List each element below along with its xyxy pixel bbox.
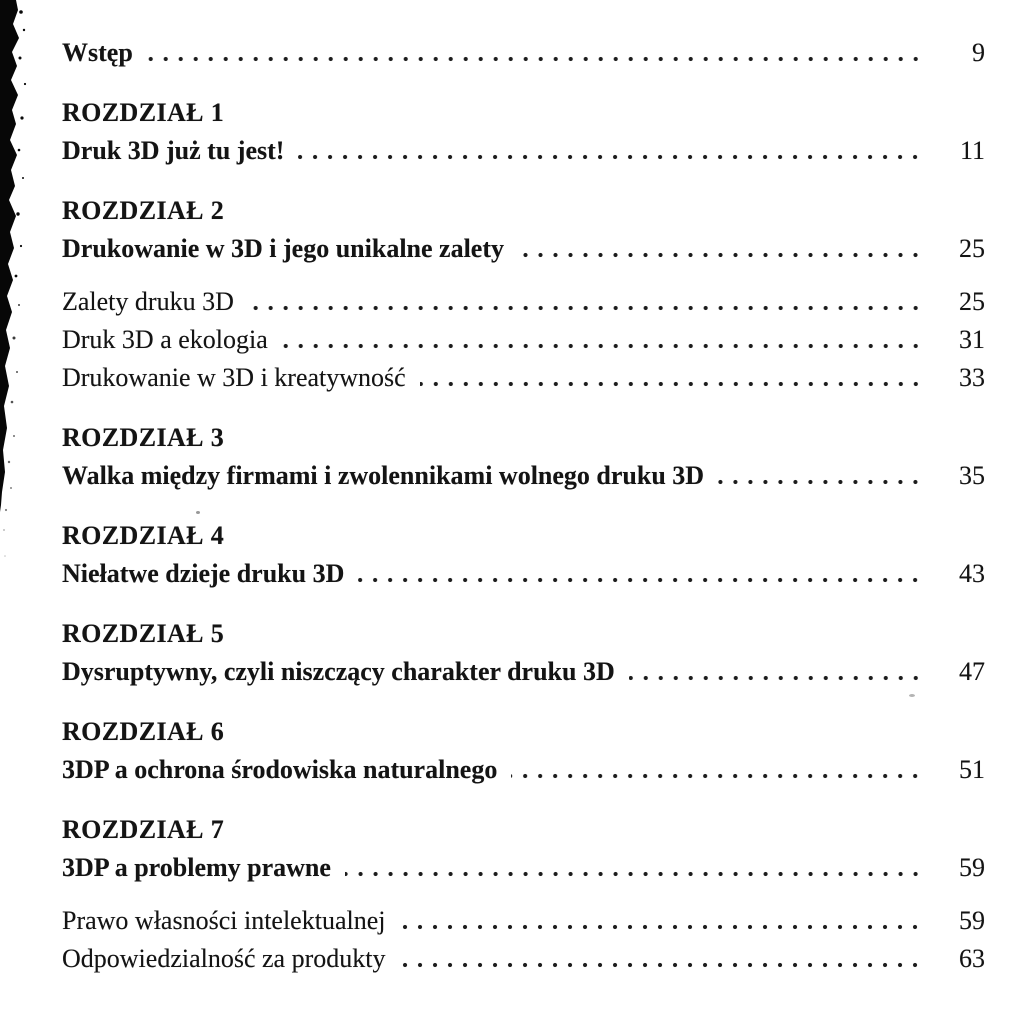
toc-row <box>62 457 985 495</box>
toc-entry <box>62 615 985 691</box>
dot-leader <box>420 380 923 388</box>
toc-entry <box>62 192 985 268</box>
toc-title: Prawo własności intelektualnej <box>62 906 386 935</box>
toc-title: 3DP a ochrona środowiska naturalnego <box>62 755 498 784</box>
dot-leader <box>399 961 923 969</box>
toc-row <box>62 34 985 72</box>
toc-entry <box>62 94 985 170</box>
dot-leader <box>718 478 923 486</box>
chapter-heading: ROZDZIAŁ 3 <box>62 423 225 452</box>
toc-title: Odpowiedzialność za produkty <box>62 944 386 973</box>
chapter-heading: ROZDZIAŁ 7 <box>62 815 225 844</box>
page-number: 11 <box>959 136 985 165</box>
page-number: 59 <box>959 906 985 935</box>
dot-leader <box>358 576 923 584</box>
toc-row <box>62 283 985 321</box>
scan-edge-artifact <box>0 0 36 1014</box>
dot-leader <box>147 55 923 63</box>
toc-title: Drukowanie w 3D i kreatywność <box>62 363 406 392</box>
dot-leader <box>399 923 923 931</box>
toc-title: Walka między firmami i zwolennikami wolnego druku 3D <box>62 461 705 490</box>
toc-row <box>62 849 985 887</box>
toc-entry <box>62 419 985 495</box>
chapter-heading: ROZDZIAŁ 1 <box>62 98 225 127</box>
page-number: 63 <box>959 944 985 973</box>
toc-entry <box>62 811 985 887</box>
toc-title: Druk 3D a ekologia <box>62 325 268 354</box>
toc-row <box>62 321 985 359</box>
page-number: 25 <box>959 234 985 263</box>
toc-title: 3DP a problemy prawne <box>62 853 331 882</box>
toc-entry <box>62 321 985 359</box>
toc-row <box>62 555 985 593</box>
chapter-heading: ROZDZIAŁ 5 <box>62 619 225 648</box>
toc-title: Druk 3D już tu jest! <box>62 136 285 165</box>
toc-entry <box>62 940 985 978</box>
toc-entry <box>62 359 985 397</box>
dot-leader <box>345 870 923 878</box>
page-number: 47 <box>959 657 985 686</box>
dot-leader <box>248 304 923 312</box>
chapter-heading: ROZDZIAŁ 2 <box>62 196 225 225</box>
page-number: 25 <box>959 287 985 316</box>
toc-row <box>62 902 985 940</box>
toc-title: Drukowanie w 3D i jego unikalne zalety <box>62 234 504 263</box>
dot-leader <box>282 342 923 350</box>
toc-entry <box>62 713 985 789</box>
toc-entry <box>62 34 985 72</box>
toc-row <box>62 940 985 978</box>
toc-title: Zalety druku 3D <box>62 287 234 316</box>
page-number: 35 <box>959 461 985 490</box>
dot-leader <box>298 153 923 161</box>
toc-title: Wstęp <box>62 38 133 67</box>
toc-list <box>62 34 985 978</box>
toc-title: Niełatwe dzieje druku 3D <box>62 559 345 588</box>
toc-row <box>62 132 985 170</box>
page-number: 43 <box>959 559 985 588</box>
dot-leader <box>629 674 923 682</box>
toc-row <box>62 359 985 397</box>
chapter-heading: ROZDZIAŁ 4 <box>62 521 225 550</box>
dot-leader <box>511 772 923 780</box>
page-number: 31 <box>959 325 985 354</box>
page-number: 9 <box>972 38 985 67</box>
dot-leader <box>518 251 923 259</box>
toc-row <box>62 751 985 789</box>
toc-entry <box>62 283 985 321</box>
page-number: 33 <box>959 363 985 392</box>
page-number: 51 <box>959 755 985 784</box>
toc-title: Dysruptywny, czyli niszczący charakter druku 3D <box>62 657 615 686</box>
toc-entry <box>62 517 985 593</box>
toc-row <box>62 653 985 691</box>
toc-row <box>62 230 985 268</box>
page-number: 59 <box>959 853 985 882</box>
chapter-heading: ROZDZIAŁ 6 <box>62 717 225 746</box>
toc-entry <box>62 902 985 940</box>
